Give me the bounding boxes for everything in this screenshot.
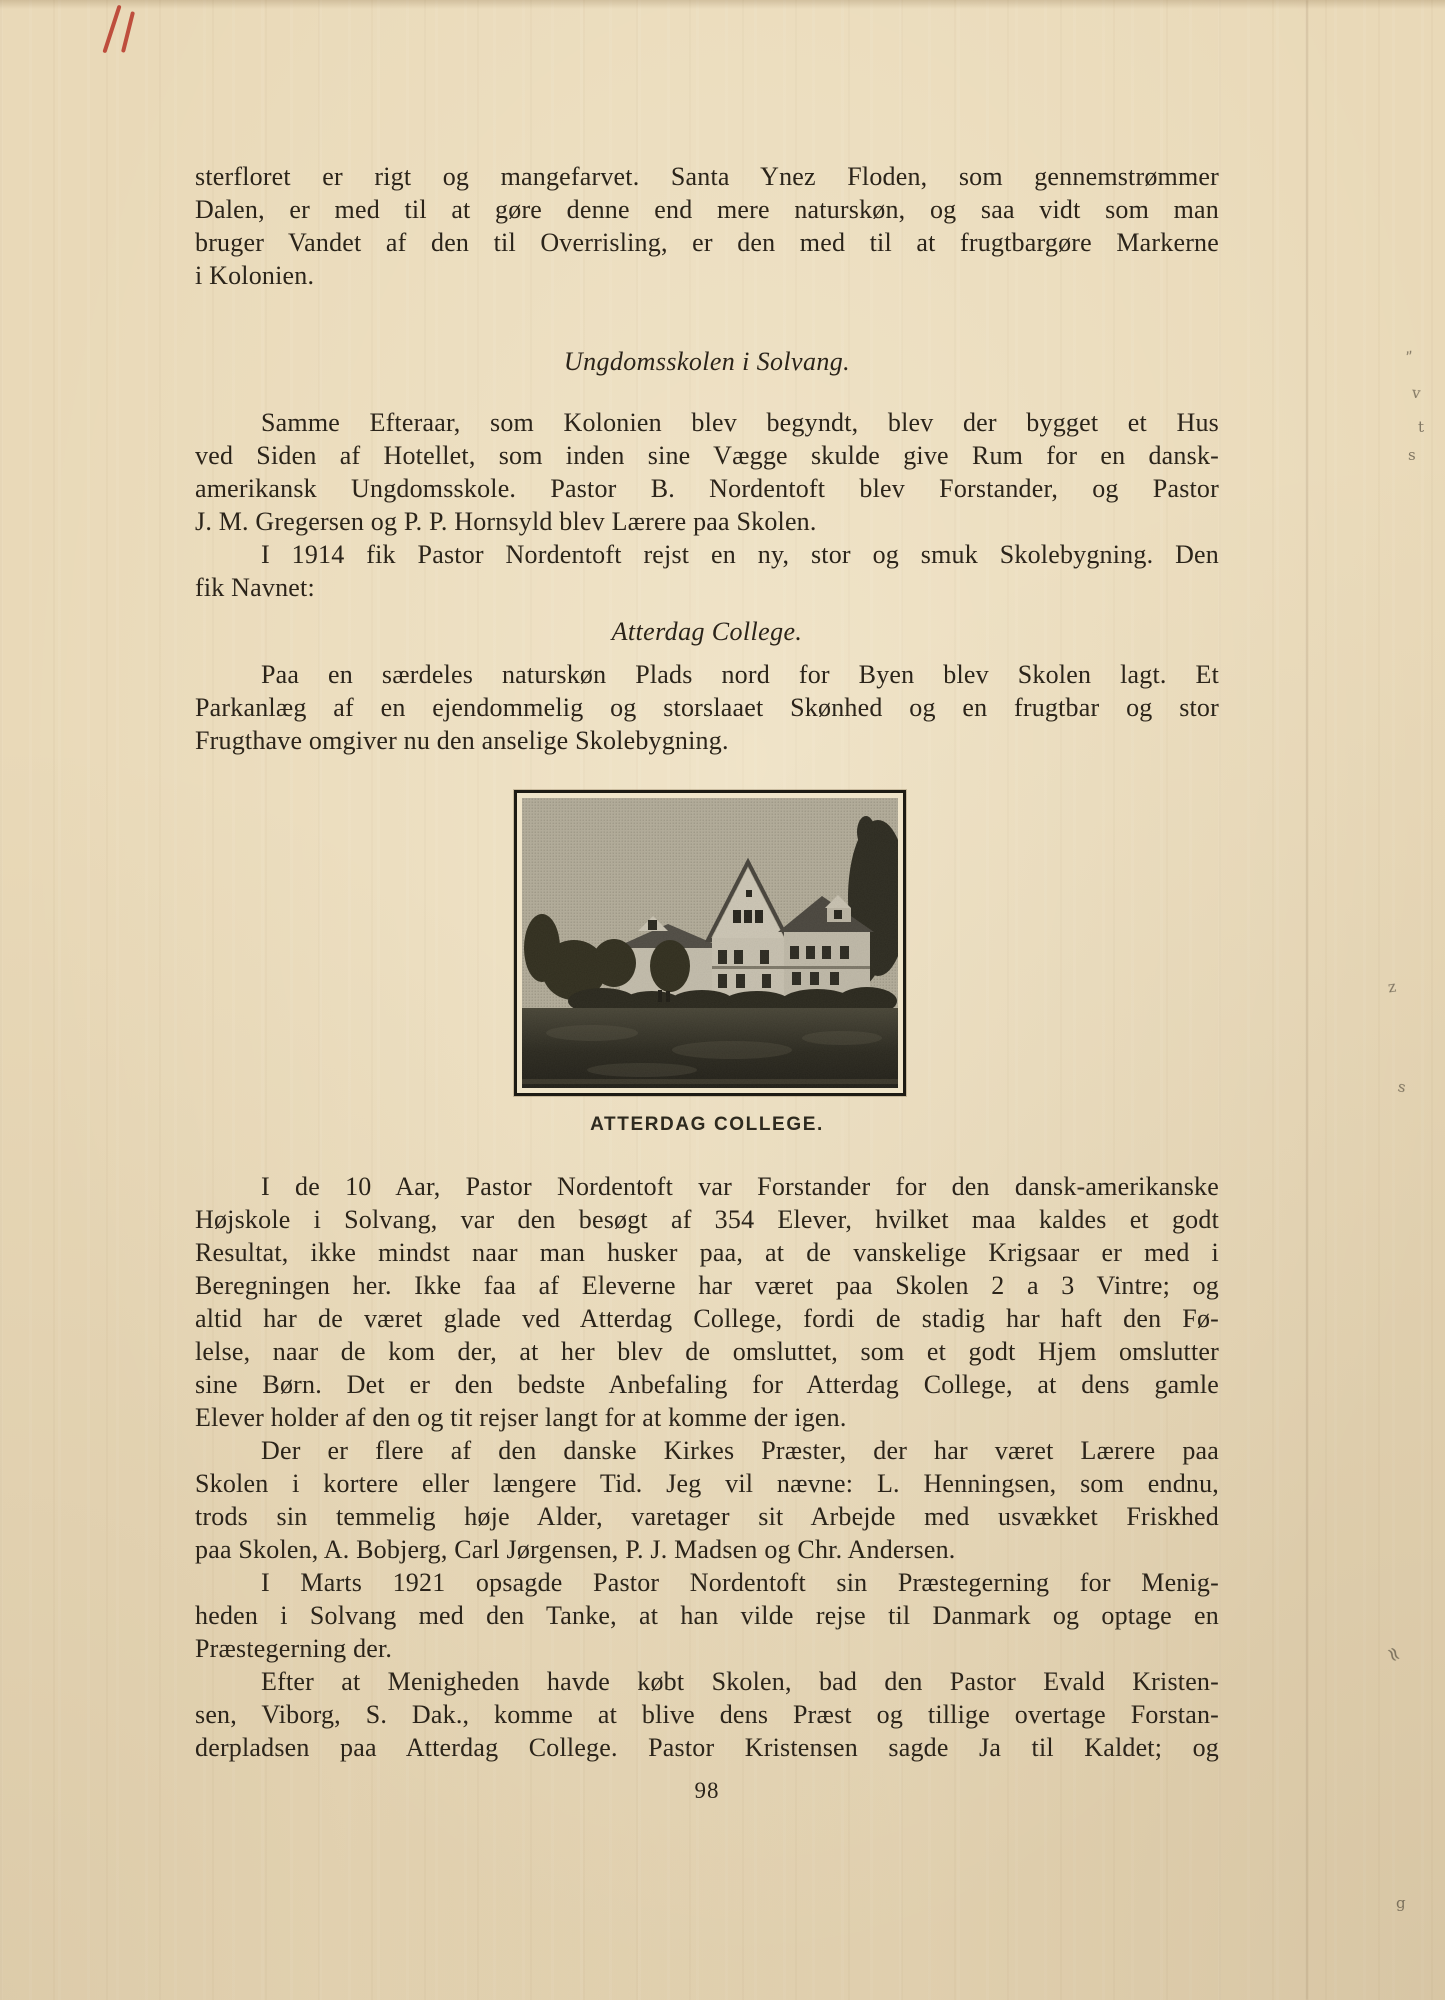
paragraph-3	[195, 538, 1219, 604]
text-line: Præstegerning der.	[195, 1634, 393, 1663]
scan-artifact-line	[1306, 0, 1308, 2000]
pencil-margin-mark: z	[1386, 977, 1398, 997]
text-line: I de 10 Aar, Pastor Nordentoft var Forstander for den dansk-amerikanske	[261, 1172, 1219, 1201]
paragraph-7	[195, 1566, 1219, 1665]
text-line: Paa en særdeles naturskøn Plads nord for Byen blev Skolen lagt. Et	[261, 660, 1219, 689]
text-line: i Kolonien.	[195, 261, 315, 290]
pencil-margin-mark: t	[1418, 418, 1425, 436]
pencil-margin-mark: g	[1396, 1894, 1406, 1912]
section-heading-atterdag-college: Atterdag College.	[611, 617, 803, 646]
paragraph-1	[195, 160, 1219, 292]
text-line: trods sin temmelig høje Alder, varetager sit Arbejde med usvækket Friskhed	[195, 1502, 1219, 1531]
pencil-margin-mark: ”	[1404, 347, 1416, 367]
text-line: derpladsen paa Atterdag College. Pastor Kristensen sagde Ja til Kaldet; og	[195, 1733, 1219, 1762]
text-line: sen, Viborg, S. Dak., komme at blive dens Præst og tillige overtage Forstan-	[195, 1700, 1219, 1729]
text-line: Resultat, ikke mindst naar man husker paa, at de vanskelige Krigsaar er med i	[195, 1238, 1219, 1267]
text-line: sterfloret er rigt og mangefarvet. Santa Ynez Floden, som gennemstrømmer	[195, 162, 1219, 191]
text-line: Elever holder af den og tit rejser langt for at komme der igen.	[195, 1403, 847, 1432]
text-line: Højskole i Solvang, var den besøgt af 354 Elever, hvilket maa kaldes et godt	[195, 1205, 1219, 1234]
text-line: Dalen, er med til at gøre denne end mere naturskøn, og saa vidt som man	[195, 195, 1219, 224]
text-line: altid har de været glade ved Atterdag College, fordi de stadig har haft den Fø-	[195, 1304, 1219, 1333]
text-line: heden i Solvang med den Tanke, at han vilde rejse til Danmark og optage en	[195, 1601, 1219, 1630]
paragraph-4	[195, 658, 1219, 757]
text-line: I Marts 1921 opsagde Pastor Nordentoft sin Præstegerning for Menig-	[261, 1568, 1219, 1597]
text-line: Parkanlæg af en ejendommelig og storslaaet Skønhed og en frugtbar og stor	[195, 693, 1219, 722]
text-line: bruger Vandet af den til Overrisling, er den med til at frugtbargøre Markerne	[195, 228, 1219, 257]
pencil-margin-mark: s	[1408, 446, 1416, 464]
text-line: amerikansk Ungdomsskole. Pastor B. Nordentoft blev Forstander, og Pastor	[195, 474, 1219, 503]
pencil-margin-mark: v	[1411, 383, 1422, 403]
text-line: paa Skolen, A. Bobjerg, Carl Jørgensen, P. J. Madsen og Chr. Andersen.	[195, 1535, 956, 1564]
pencil-margin-mark: ≈	[1379, 1640, 1409, 1668]
text-line: Efter at Menigheden havde købt Skolen, bad den Pastor Evald Kristen-	[261, 1667, 1219, 1696]
paragraph-2	[195, 406, 1219, 538]
text-line: Frugthave omgiver nu den anselige Skolebygning.	[195, 726, 729, 755]
section-heading-ungdomsskolen: Ungdomsskolen i Solvang.	[563, 347, 851, 376]
paragraph-6	[195, 1434, 1219, 1566]
paragraph-5	[195, 1170, 1219, 1434]
text-line: Skolen i kortere eller længere Tid. Jeg vil nævne: L. Henningsen, som endnu,	[195, 1469, 1219, 1498]
text-line: J. M. Gregersen og P. P. Hornsyld blev Lærere paa Skolen.	[195, 507, 817, 536]
text-line: lelse, naar de kom der, at her blev de omsluttet, som et godt Hjem omslutter	[195, 1337, 1219, 1366]
text-line: Samme Efteraar, som Kolonien blev begyndt, blev der bygget et Hus	[261, 408, 1219, 437]
page-number: 98	[694, 1778, 720, 1803]
pencil-margin-mark: s	[1396, 1077, 1408, 1097]
text-line: fik Navnet:	[195, 573, 315, 602]
text-line: ved Siden af Hotellet, som inden sine Vægge skulde give Rum for en dansk-	[195, 441, 1219, 470]
photo-caption: ATTERDAG COLLEGE.	[590, 1114, 824, 1135]
text-line: sine Børn. Det er den bedste Anbefaling for Atterdag College, at dens gamle	[195, 1370, 1219, 1399]
photo-frame	[514, 790, 906, 1096]
text-line: I 1914 fik Pastor Nordentoft rejst en ny, stor og smuk Skolebygning. Den	[261, 540, 1219, 569]
atterdag-college-photo	[522, 798, 898, 1088]
red-pen-stroke	[121, 11, 135, 53]
paragraph-8	[195, 1665, 1219, 1764]
text-line: Der er flere af den danske Kirkes Præster, der har været Lærere paa	[261, 1436, 1219, 1465]
text-line: Beregningen her. Ikke faa af Eleverne har været paa Skolen 2 a 3 Vintre; og	[195, 1271, 1219, 1300]
red-pen-stroke	[102, 5, 121, 54]
